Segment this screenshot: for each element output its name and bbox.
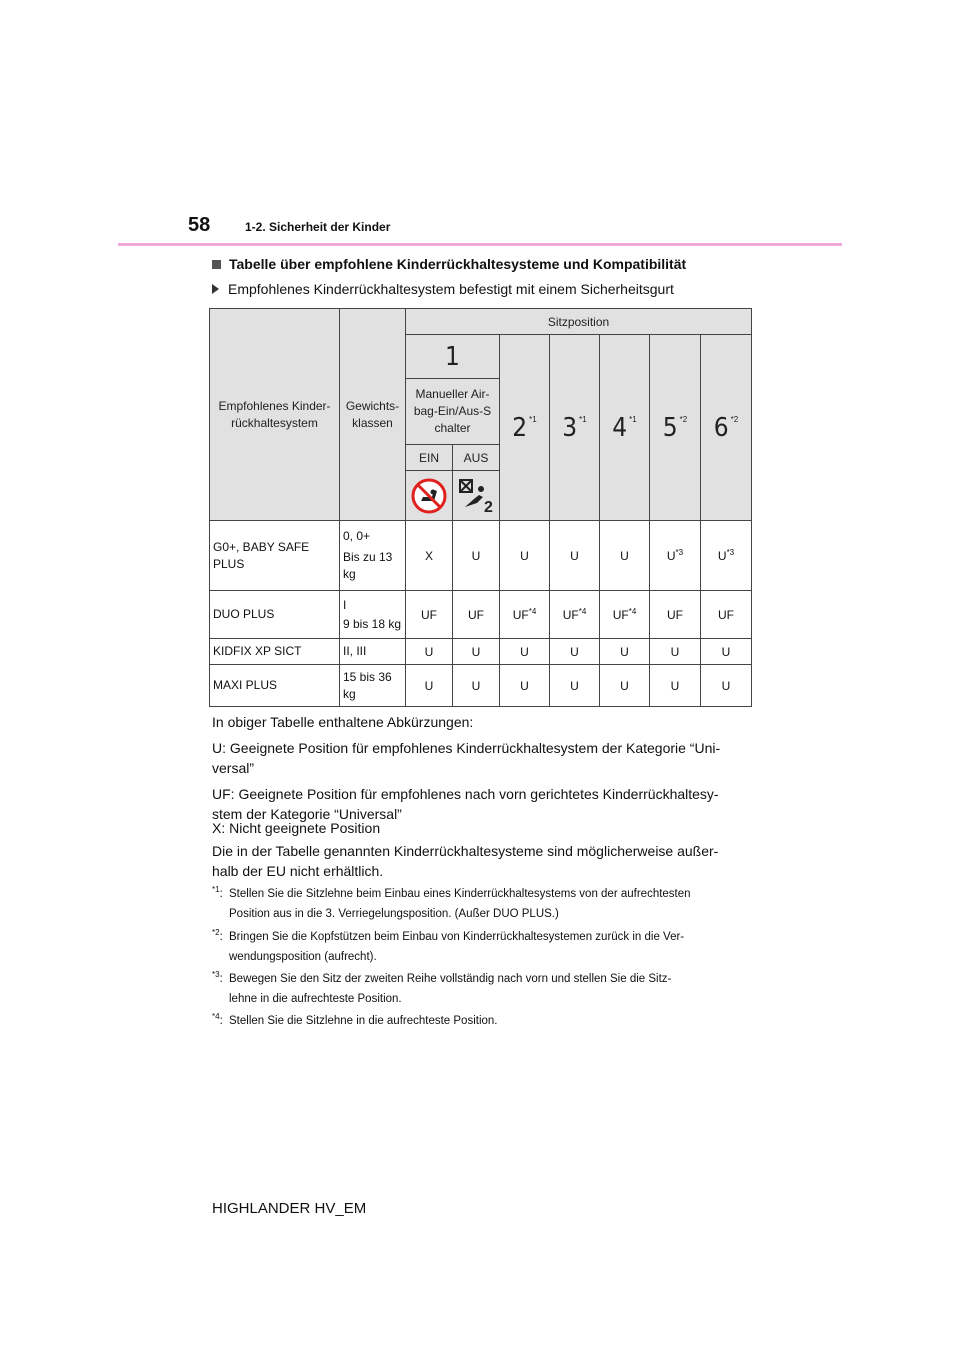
cell-value: UF$^{*4}$ [600,591,650,639]
seat-number-6-icon: 6 [713,412,729,443]
cell-value: UF [650,591,701,639]
main-heading-text: Tabelle über empfohlene Kinderrückhaltesysteme und Kompatibilität [229,256,687,272]
section-title: 1-2. Sicherheit der Kinder [245,220,391,234]
header-seat-position: Sitzposition [406,309,752,335]
ein-header: EIN [406,445,453,471]
seat-1-header [406,335,500,379]
seat-4-header: 4 *1 [600,335,650,521]
footnote-2: $^{*2}$: Bringen Sie die Kopfstützen beim Einbau von Kinderrückhaltesystemen zurück in die Ver- wendungsposition (aufrecht). [212,928,685,963]
abbreviation-uf: UF: Geeignete Position für empfohlenes nach vorn gerichtetes Kinderrückhaltesy- stem der Kategorie “Universal” [212,786,719,822]
airbag-switch-header: Manueller Air- bag-Ein/Aus-S chalter [406,379,500,445]
seat-3-header: 3 *1 [550,335,600,521]
cell-value: U [701,639,752,665]
no-rear-facing-seat-icon [410,477,448,515]
cell-weight: I 9 bis 18 kg [340,591,406,639]
cell-value: U [453,521,500,591]
cell-value: UF [453,591,500,639]
footnote-1: $^{*1}$: Stellen Sie die Sitzlehne beim Einbau eines Kinderrückhaltesystems von der aufrechtesten Position aus in die 3. Verriegelungsposition. (Außer DUO PLUS.) [212,885,691,920]
cell-value: U [406,665,453,707]
seat-number-1-icon: 1 [445,341,460,372]
header-weight: Gewichts- klassen [340,309,406,521]
abbreviation-u: U: Geeignete Position für empfohlenes Kinderrückhaltesystem der Kategorie “Uni- versal” [212,740,721,776]
page-number: 58 [188,214,211,236]
cell-weight: 0, 0+ Bis zu 13 kg [340,521,406,591]
cell-weight: II, III [340,639,406,665]
airbag-off-icon-cell [453,471,500,521]
cell-value: U [701,665,752,707]
passenger-airbag-off-icon [457,477,495,515]
footer-model: HIGHLANDER HV_EM [212,1200,367,1217]
seat-number-3-icon: 3 [562,412,578,443]
cell-value: U [600,665,650,707]
abbreviations-intro: In obiger Tabelle enthaltene Abkürzungen: [212,714,474,730]
cell-value: U [500,665,550,707]
header-system: Empfohlenes Kinder- rückhaltesystem [210,309,340,521]
cell-system: DUO PLUS [210,591,340,639]
footnote-4: $^{*4}$: Stellen Sie die Sitzlehne in die aufrechteste Position. [212,1012,498,1027]
table-row [210,521,752,591]
cell-value: U [650,639,701,665]
cell-system: G0+, BABY SAFE PLUS [210,521,340,591]
svg-text:2: 2 [484,498,493,515]
cell-value: UF [406,591,453,639]
cell-value: U [650,665,701,707]
cell-value: U [500,639,550,665]
seat-number-2-icon: 2 [512,412,528,443]
table-row [210,591,752,639]
cell-weight: 15 bis 36 kg [340,665,406,707]
table-row [210,665,752,707]
sub-heading [212,281,674,297]
header-divider [118,243,842,246]
sub-heading-text: Empfohlenes Kinderrückhaltesystem befestigt mit einem Sicherheitsgurt [228,281,674,297]
seat-2-header: 2 *1 [500,335,550,521]
cell-value: U [406,639,453,665]
availability-note: Die in der Tabelle genannten Kinderrückhaltesysteme sind möglicherweise außer- halb der EU nicht erhältlich. [212,843,719,879]
cell-value: U [600,639,650,665]
cell-value: UF$^{*4}$ [500,591,550,639]
compatibility-table [209,308,752,707]
cell-value: $U^{*3}$ [650,521,701,591]
main-heading [212,256,686,272]
cell-system: MAXI PLUS [210,665,340,707]
cell-value: U [550,521,600,591]
cell-value: U [453,665,500,707]
cell-value: $U^{*3}$ [701,521,752,591]
cell-system: KIDFIX XP SICT [210,639,340,665]
seat-5-header: 5 *2 [650,335,701,521]
cell-value: U [600,521,650,591]
cell-value: X [406,521,453,591]
cell-value: UF$^{*4}$ [550,591,600,639]
cell-value: U [550,665,600,707]
seat-6-header: 6 *2 [701,335,752,521]
square-bullet-icon [212,260,221,269]
cell-value: U [550,639,600,665]
aus-header: AUS [453,445,500,471]
triangle-bullet-icon [212,284,219,294]
cell-value: UF [701,591,752,639]
abbreviation-x: X: Nicht geeignete Position [212,820,381,836]
footnote-3: $^{*3}$: Bewegen Sie den Sitz der zweiten Reihe vollständig nach vorn und stellen Sie die Sitz- lehne in die aufrechteste Position. [212,970,672,1005]
airbag-on-icon-cell [406,471,453,521]
cell-value: U [500,521,550,591]
table-row [210,639,752,665]
cell-value: U [453,639,500,665]
seat-number-4-icon: 4 [612,412,628,443]
seat-number-5-icon: 5 [662,412,678,443]
